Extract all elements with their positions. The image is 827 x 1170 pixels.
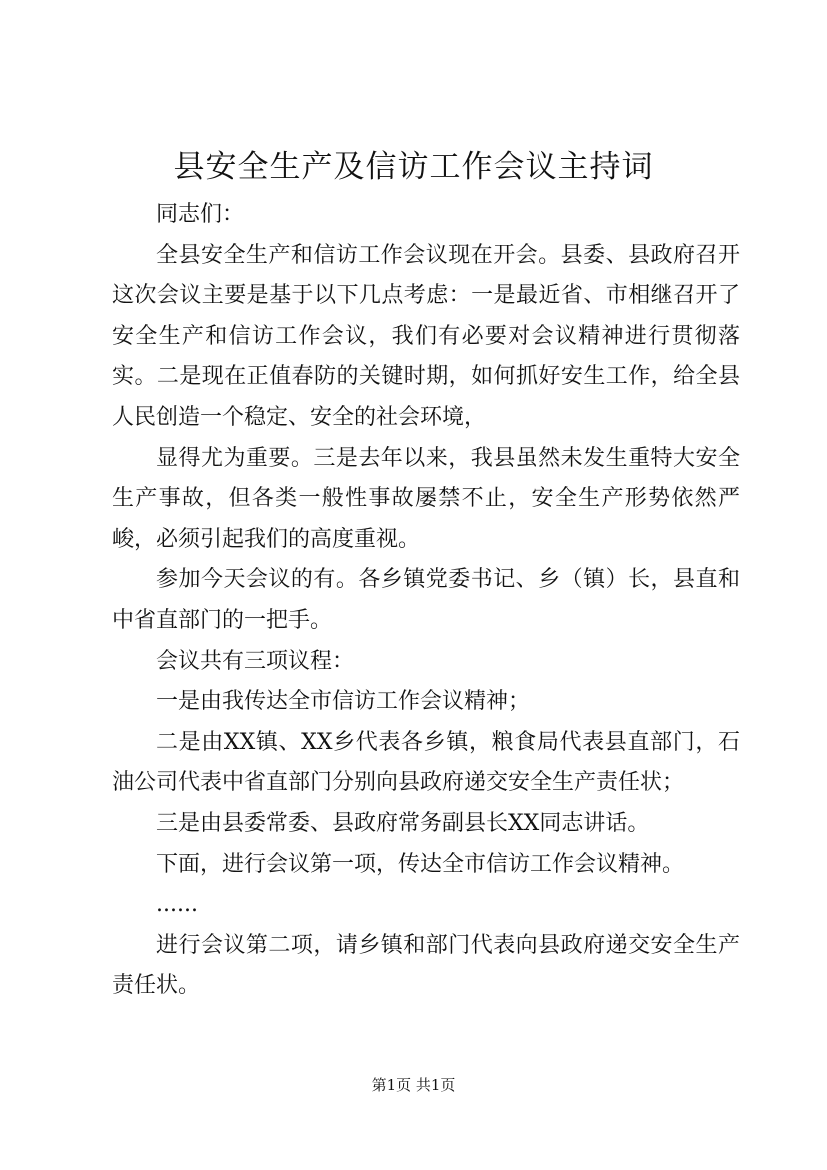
paragraph-ellipsis: ...... bbox=[156, 892, 198, 918]
paragraph-agenda-item-3: 三是由县委常委、县政府常务副县长XX同志讲话。 bbox=[156, 810, 650, 836]
paragraph-agenda-heading: 会议共有三项议程： bbox=[156, 648, 355, 674]
paragraph-agenda-item-2: 二是由XX镇、XX乡代表各乡镇，粮食局代表县直部门，石油公司代表中省直部门分别向县政府递交安全生产责任状； bbox=[112, 729, 740, 796]
paragraph-opening: 全县安全生产和信访工作会议现在开会。县委、县政府召开这次会议主要是基于以下几点考虑：一是最近省、市相继召开了安全生产和信访工作会议，我们有必要对会议精神进行贯彻落实。二是现在正值春防的关键时期，如何抓好安生工作，给全县人民创造一个稳定、安全的社会环境， bbox=[112, 242, 740, 430]
paragraph-agenda-item-1: 一是由我传达全市信访工作会议精神； bbox=[156, 689, 531, 715]
paragraph-item-1-start: 下面，进行会议第一项，传达全市信访工作会议精神。 bbox=[156, 851, 685, 877]
paragraph-attendees: 参加今天会议的有。各乡镇党委书记、乡（镇）长，县直和中省直部门的一把手。 bbox=[112, 567, 740, 633]
document-body bbox=[112, 195, 740, 1007]
document-title: 县安全生产及信访工作会议主持词 bbox=[173, 149, 654, 185]
paragraph-importance: 显得尤为重要。三是去年以来，我县虽然未发生重特大安全生产事故，但各类一般性事故屡禁不止，安全生产形势依然严峻，必须引起我们的高度重视。 bbox=[112, 445, 740, 552]
paragraph-greeting: 同志们： bbox=[156, 202, 245, 227]
paragraph-item-2-start: 进行会议第二项，请乡镇和部门代表向县政府递交安全生产责任状。 bbox=[112, 932, 740, 999]
page-footer: 第1页 共1页 bbox=[371, 1076, 456, 1094]
